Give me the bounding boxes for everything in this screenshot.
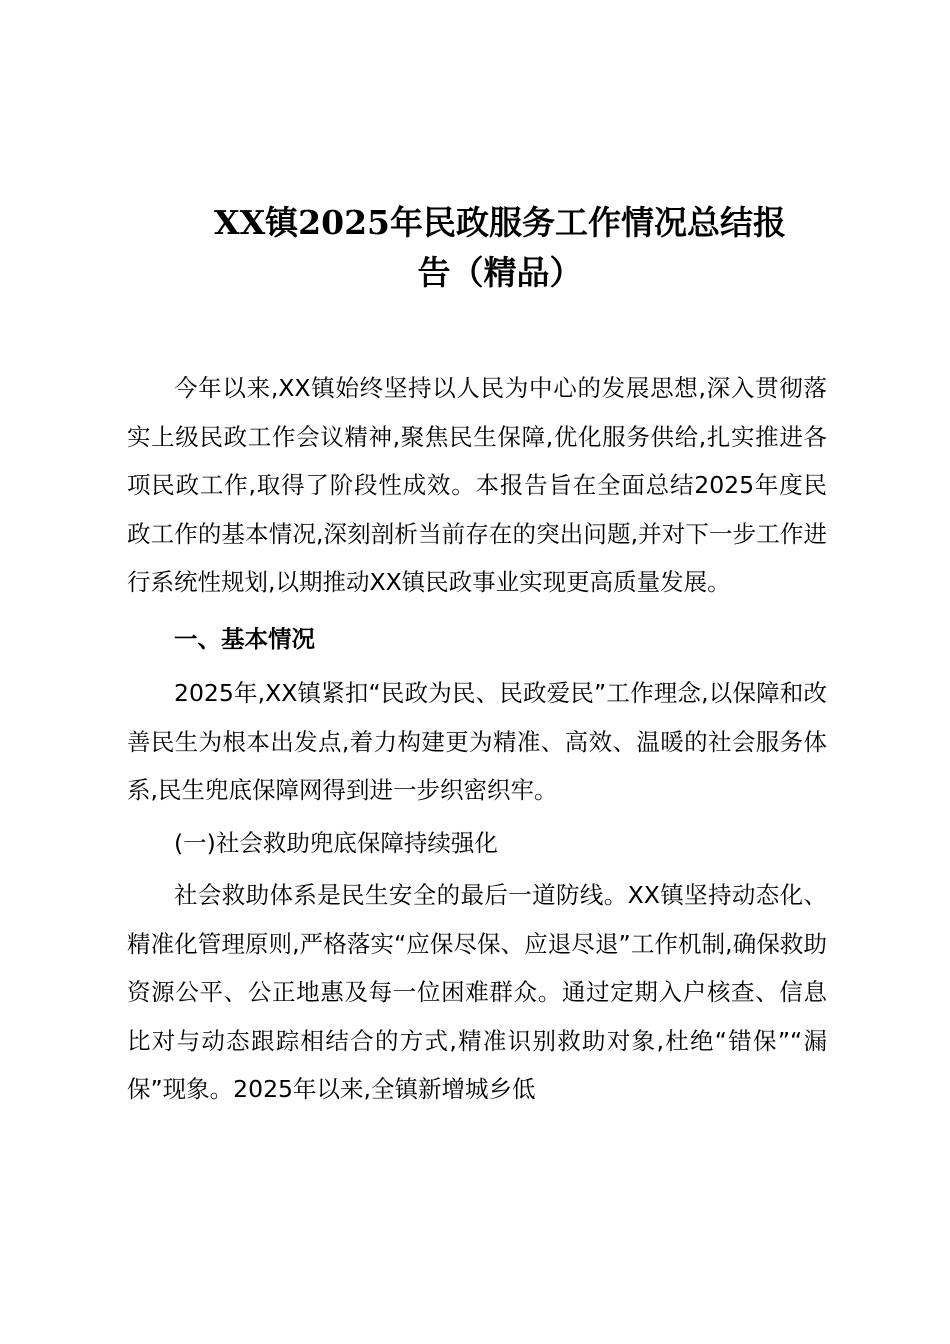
intro-paragraph: 今年以来,XX镇始终坚持以人民为中心的发展思想,深入贯彻落实上级民政工作会议精神,聚焦民生保障,优化服务供给,扎实推进各项民政工作,取得了阶段性成效。本报告旨在全面总结2025年度民政工作的基本情况,深刻剖析当前存在的突出问题,并对下一步工作进行系统性规划,以期推动XX镇民政事业实现更高质量发展。 — [127, 374, 827, 596]
document-title — [150, 198, 850, 298]
social-assistance-paragraph: 社会救助体系是民生安全的最后一道防线。XX镇坚持动态化、精准化管理原则,严格落实“应保尽保、应退尽退”工作机制,确保救助资源公平、公正地惠及每一位困难群众。通过定期入户核查、信息比对与动态跟踪相结合的方式,精准识别救助对象,杜绝“错保”“漏保”现象。2025年以来,全镇新增城乡低 — [127, 881, 827, 1103]
document-body — [127, 364, 827, 1114]
subsection-heading-social-assistance: (一)社会救助兜底保障持续强化 — [174, 828, 498, 857]
basic-situation-paragraph: 2025年,XX镇紧扣“民政为民、民政爱民”工作理念,以保障和改善民生为根本出发点,着力构建更为精准、高效、温暖的社会服务体系,民生兜底保障网得到进一步织密织牢。 — [127, 679, 827, 804]
title-line-2: 告（精品） — [417, 253, 583, 292]
title-line-1: XX镇2025年民政服务工作情况总结报 — [213, 203, 787, 242]
section-heading-basic-situation: 一、基本情况 — [174, 624, 315, 653]
